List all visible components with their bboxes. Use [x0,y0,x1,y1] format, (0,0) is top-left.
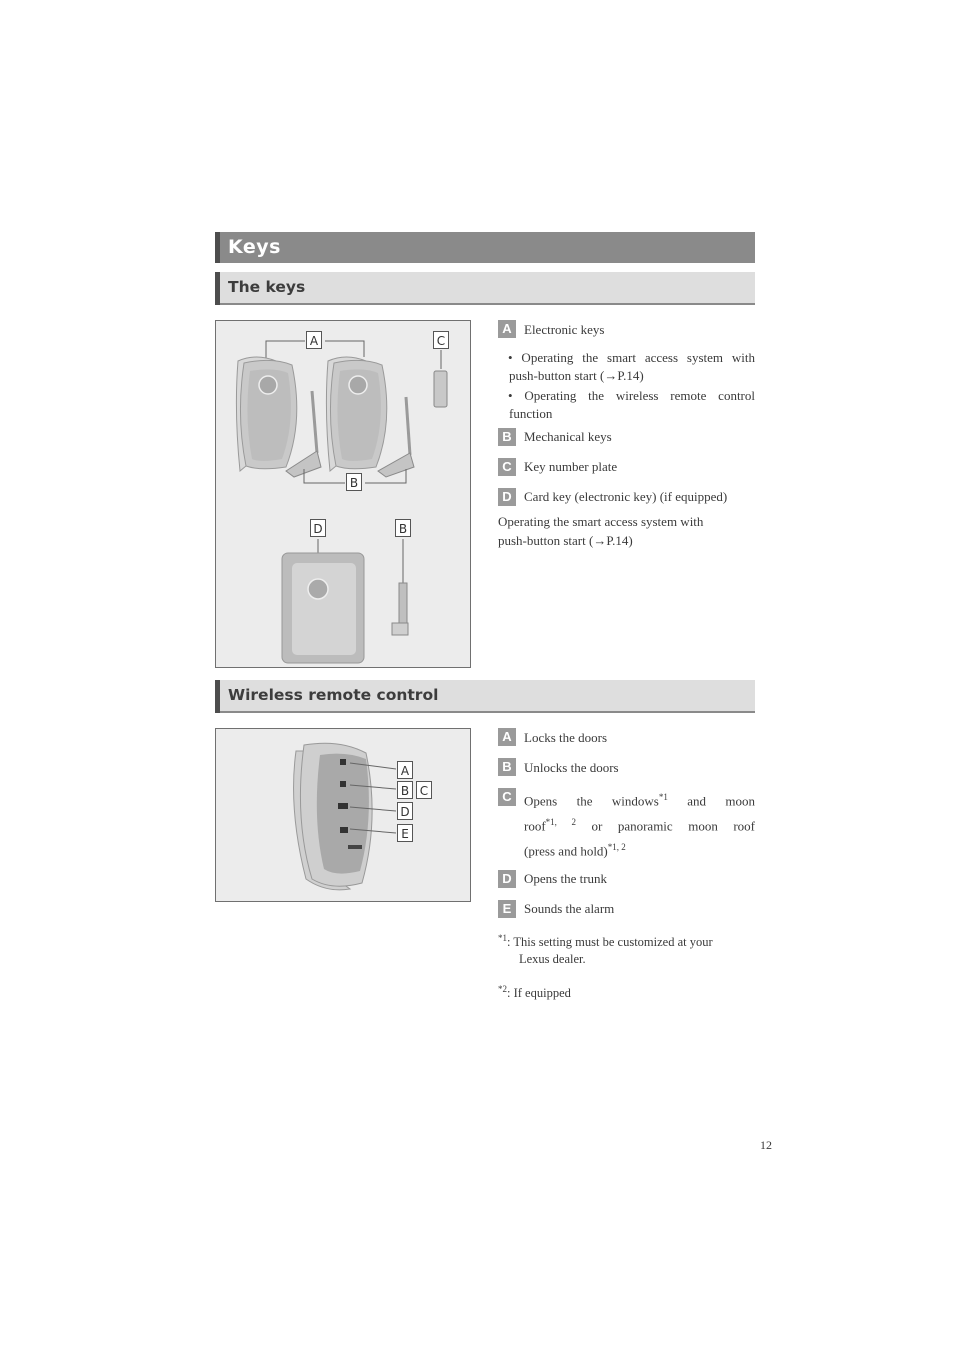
remote-key-fob [294,743,373,890]
card-key [282,553,364,663]
footnote-2: $^{*2}$: If equipped [498,984,571,1001]
badge-c: C [498,788,516,806]
remote-illustration [216,729,470,901]
figure-callout-b2: B [395,519,411,537]
subsection-title: Wireless remote control [228,686,439,704]
figure-callout-c: C [416,781,432,799]
bullet-remote-control: • Operating the wireless remote control [508,388,755,403]
item-key-number-plate: Key number plate [524,459,618,474]
bullet-smart-access-cont: push-button start (→P.14) [509,368,644,383]
item-card-key: Card key (electronic key) (if equipped) [524,489,728,504]
alarm-button [340,827,348,833]
subheader-accent [215,272,220,305]
subheader-accent [215,680,220,713]
figure-callout-b: B [397,781,413,799]
key-number-plate [434,371,447,407]
figure-callout-a: A [397,761,413,779]
item-trunk: Opens the trunk [524,871,608,886]
footnote-1: $^{*1}$: This setting must be customized at your [498,933,713,950]
badge-e: E [498,900,516,918]
badge-a: A [498,320,516,338]
item-windows-line3: (press and hold)$^{*1, 2}$ [524,842,626,859]
badge-b: B [498,758,516,776]
badge-d: D [498,870,516,888]
badge-d: D [498,488,516,506]
electronic-key-1 [236,357,296,471]
badge-c: C [498,458,516,476]
bullet-remote-control-cont: function [509,406,553,421]
section-header [215,232,755,263]
keys-figure [215,320,471,668]
section-title: Keys [228,236,281,258]
subsection-title: The keys [228,278,306,296]
figure-callout-b: B [346,473,362,491]
card-note-line2: push-button start (→P.14) [498,533,633,548]
lock-button [340,759,346,765]
badge-a: A [498,728,516,746]
item-lock: Locks the doors [524,730,608,745]
figure-callout-a: A [306,331,322,349]
footnote-1-cont: Lexus dealer. [519,952,586,966]
figure-callout-c: C [433,331,449,349]
unlock-button [340,781,346,787]
page-number: 12 [760,1138,772,1152]
item-electronic-keys: Electronic keys [524,322,605,337]
header-accent [215,232,220,263]
item-mechanical-keys: Mechanical keys [524,429,612,444]
figure-callout-d: D [310,519,326,537]
electronic-key-2 [326,357,386,471]
subsection-header-remote [215,680,755,713]
card-note-line1: Operating the smart access system with [498,514,704,529]
figure-callout-d: D [397,802,413,820]
lexus-wordmark [348,845,362,849]
remote-figure [215,728,471,902]
item-windows-line1: Opens the windows$^{*1}$ and moon [524,792,755,809]
subsection-header-keys [215,272,755,305]
badge-b: B [498,428,516,446]
item-windows-line2: roof$^{*1, 2}$ or panoramic moon roof [524,817,756,834]
item-alarm: Sounds the alarm [524,901,615,916]
keys-illustration [216,321,470,667]
figure-callout-e: E [397,824,413,842]
item-unlock: Unlocks the doors [524,760,619,775]
bullet-smart-access: • Operating the smart access system with [508,350,755,365]
card-mechanical-key [392,583,408,635]
trunk-button [338,803,348,809]
